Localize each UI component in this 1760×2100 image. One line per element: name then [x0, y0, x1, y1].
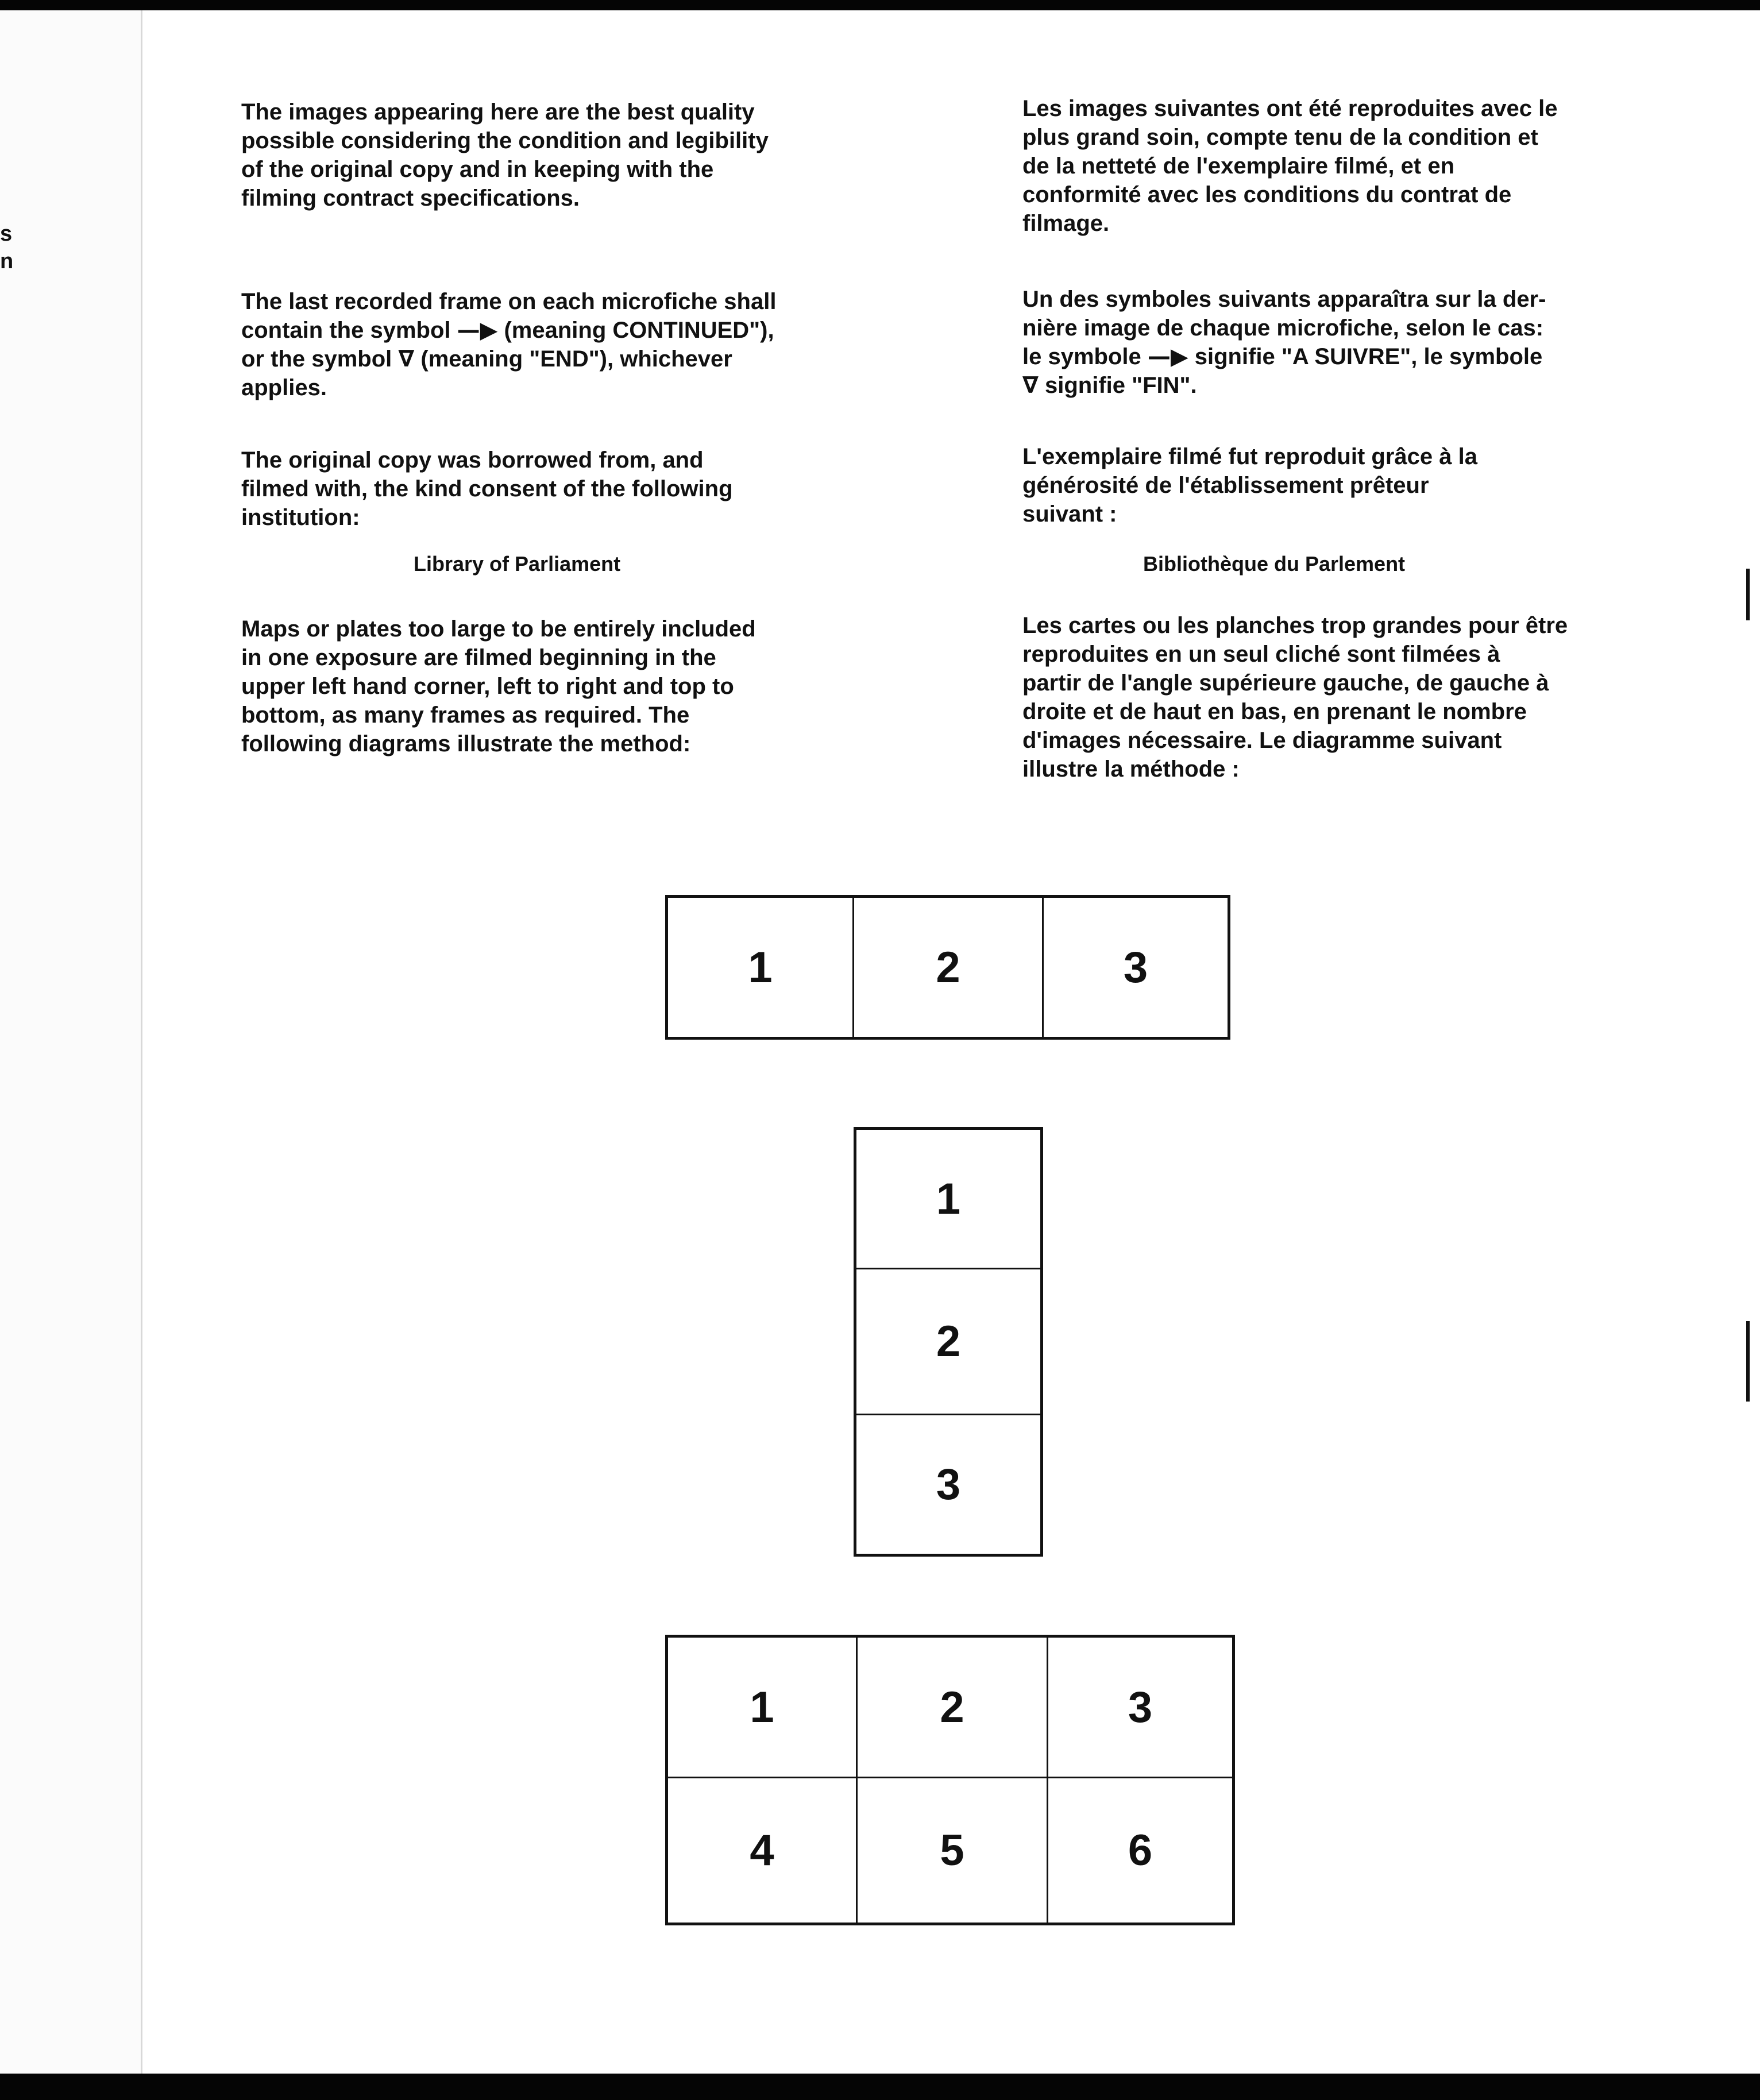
end-triangle-icon: ∇ — [1022, 372, 1039, 399]
frame-cell: 3 — [1048, 1638, 1232, 1778]
text-line: contain the symbol — [241, 318, 457, 343]
frame-cell: 1 — [856, 1130, 1040, 1269]
french-institution-name: Bibliothèque du Parlement — [1143, 552, 1406, 576]
text-line: applies. — [241, 375, 327, 400]
diagram-grid-six-frames — [665, 1635, 1235, 1925]
diagram-horizontal-three-frames — [665, 895, 1230, 1040]
frame-cell: 4 — [668, 1778, 858, 1923]
right-edge-mark — [1746, 569, 1750, 620]
english-maps-paragraph: Maps or plates too large to be entirely included in one exposure are filmed beginning in the upper left hand corner, left to right and top to bottom, as many frames as required. The following diagrams illustrate the method: — [241, 616, 756, 756]
frame-cell: 1 — [668, 1638, 858, 1778]
french-frame-symbol-paragraph — [1022, 285, 1683, 400]
frame-cell: 2 — [854, 898, 1044, 1037]
diagram-vertical-three-frames — [854, 1127, 1043, 1557]
continued-arrow-icon: —▶ — [1147, 343, 1188, 370]
text-line: (meaning CONTINUED"), — [497, 318, 774, 343]
english-frame-symbol-paragraph — [241, 287, 885, 402]
english-borrowed-paragraph: The original copy was borrowed from, and filmed with, the kind consent of the following institution: — [241, 447, 733, 530]
french-borrowed-paragraph: L'exemplaire filmé fut reproduit grâce à la générosité de l'établissement prêteur suivant : — [1022, 444, 1477, 527]
frame-cell: 1 — [668, 898, 854, 1037]
frame-cell: 6 — [1128, 1826, 1153, 1875]
left-margin-fragment: n — [0, 249, 14, 273]
right-film-margin — [1731, 10, 1760, 2074]
left-film-margin — [0, 10, 142, 2074]
frame-cell: 5 — [858, 1778, 1048, 1923]
text-line: signifie "A SUIVRE", le symbole — [1188, 344, 1543, 369]
french-maps-paragraph: Les cartes ou les planches trop grandes pour être reproduites en un seul cliché sont filmées à partir de l'angle supérieure gauche, de gauche à droite et de haut en bas, en prenant le nombre d'images nécessaire. Le diagramme suivant illustre la méthode : — [1022, 613, 1568, 782]
text-line: (meaning "END"), whichever — [414, 346, 732, 372]
left-margin-fragment: s — [0, 222, 13, 246]
text-line: or the symbol — [241, 346, 399, 372]
frame-cell: 3 — [936, 1460, 961, 1509]
text-line: Un des symboles suivants apparaîtra sur la der- — [1022, 287, 1546, 312]
frame-cell: 2 — [858, 1638, 1048, 1778]
text-line: The last recorded frame on each microfiche shall — [241, 289, 777, 314]
right-edge-mark — [1746, 1321, 1750, 1402]
frame-cell: 3 — [1123, 943, 1148, 992]
end-triangle-icon: ∇ — [398, 346, 415, 372]
text-line: signifie "FIN". — [1038, 373, 1197, 398]
frame-cell: 2 — [856, 1269, 1040, 1415]
french-quality-paragraph: Les images suivantes ont été reproduites avec le plus grand soin, compte tenu de la condition et de la netteté de l'exemplaire filmé, et en conformité avec les conditions du contrat de filmage. — [1022, 96, 1558, 236]
text-line: le symbole — [1022, 344, 1148, 369]
english-institution-name: Library of Parliament — [414, 552, 621, 576]
continued-arrow-icon: —▶ — [457, 317, 498, 343]
text-line: nière image de chaque microfiche, selon le cas: — [1022, 315, 1544, 341]
english-quality-paragraph: The images appearing here are the best quality possible considering the condition and legibility of the original copy and in keeping with the filming contract specifications. — [241, 99, 769, 211]
